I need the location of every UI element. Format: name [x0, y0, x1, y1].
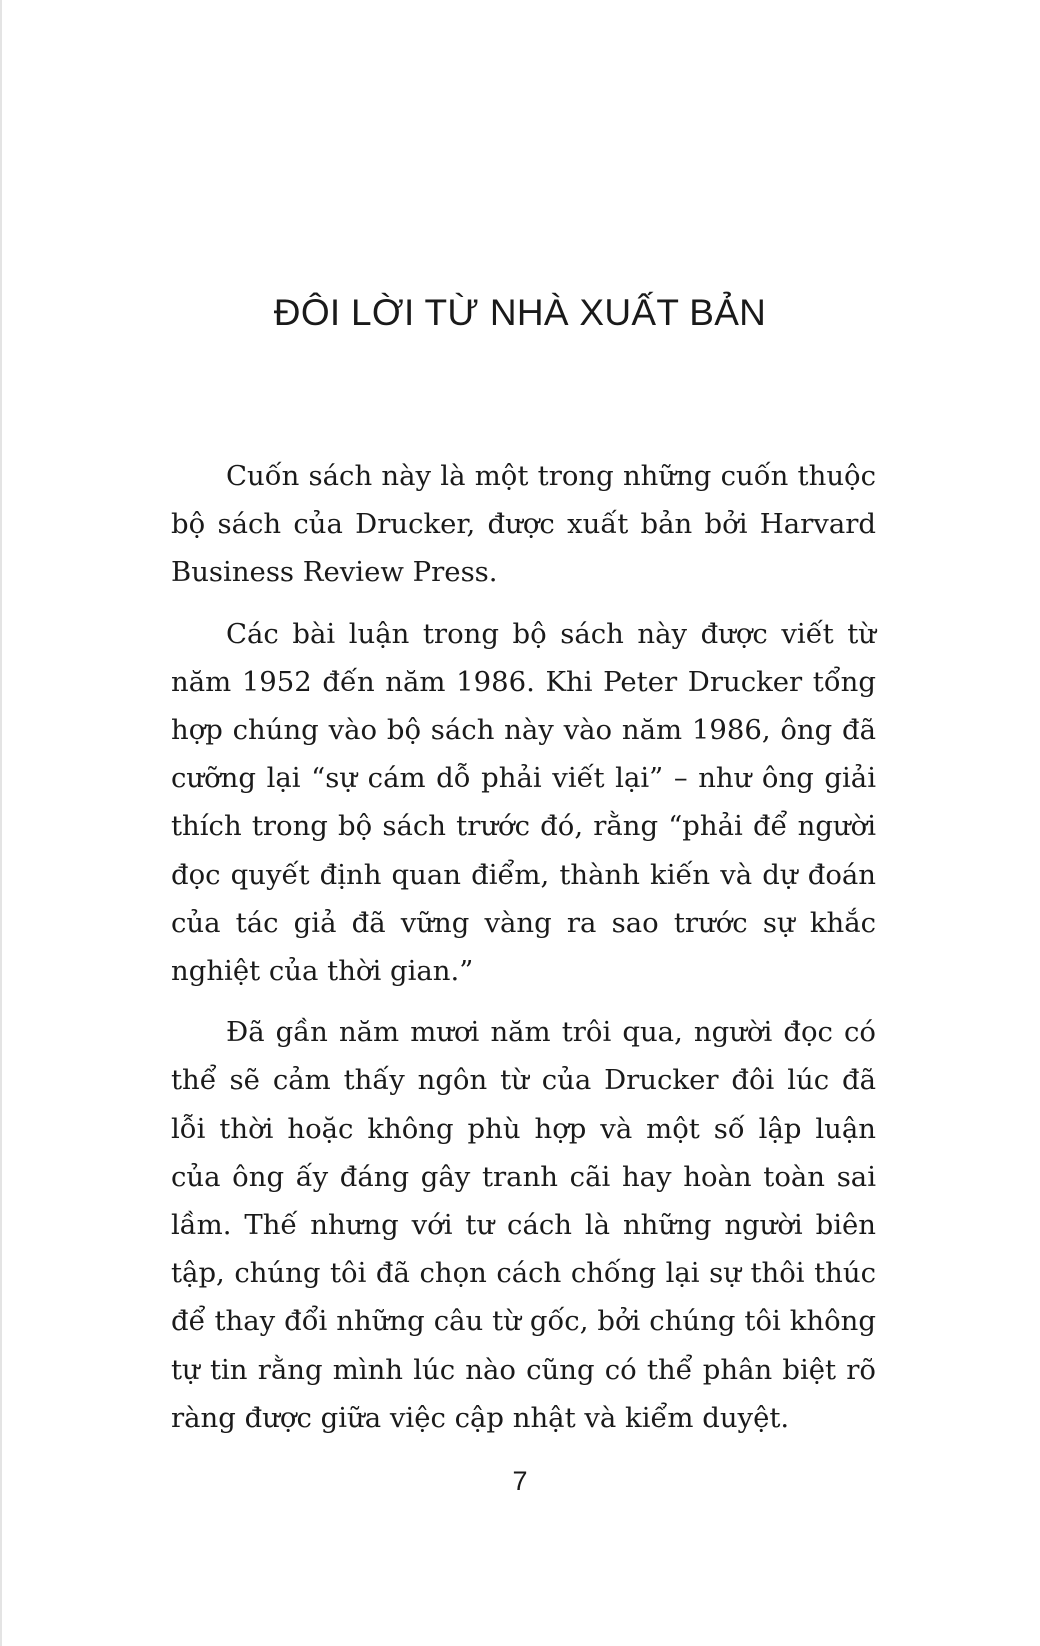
page-title: ĐÔI LỜI TỪ NHÀ XUẤT BẢN [273, 292, 767, 333]
page-edge [0, 0, 2, 1646]
paragraph-2: Các bài luận trong bộ sách này được viết từ năm 1952 đến năm 1986. Khi Peter Drucker tổng hợp chúng vào bộ sách này vào năm 1986, ông đã cưỡng lại “sự cám dỗ phải viết lại” – như ông giải thích trong bộ sách trước đó, rằng “phải để người đọc quyết định quan điểm, thành kiến và dự đoán của tác giả đã vững vàng ra sao trước sự khắc nghiệt của thời gian.” [171, 617, 876, 988]
body-text [171, 452, 876, 1455]
paragraph-1: Cuốn sách này là một trong những cuốn thuộc bộ sách của Drucker, được xuất bản bởi Harvard Business Review Press. [171, 460, 876, 589]
paragraph-3: Đã gần năm mươi năm trôi qua, người đọc có thể sẽ cảm thấy ngôn từ của Drucker đôi lúc đã lỗi thời hoặc không phù hợp và một số lập luận của ông ấy đáng gây tranh cãi hay hoàn toàn sai lầm. Thế nhưng với tư cách là những người biên tập, chúng tôi đã chọn cách chống lại sự thôi thúc để thay đổi những câu từ gốc, bởi chúng tôi không tự tin rằng mình lúc nào cũng có thể phân biệt rõ ràng được giữa việc cập nhật và kiểm duyệt. [171, 1016, 876, 1434]
page-number: 7 [512, 1466, 528, 1496]
